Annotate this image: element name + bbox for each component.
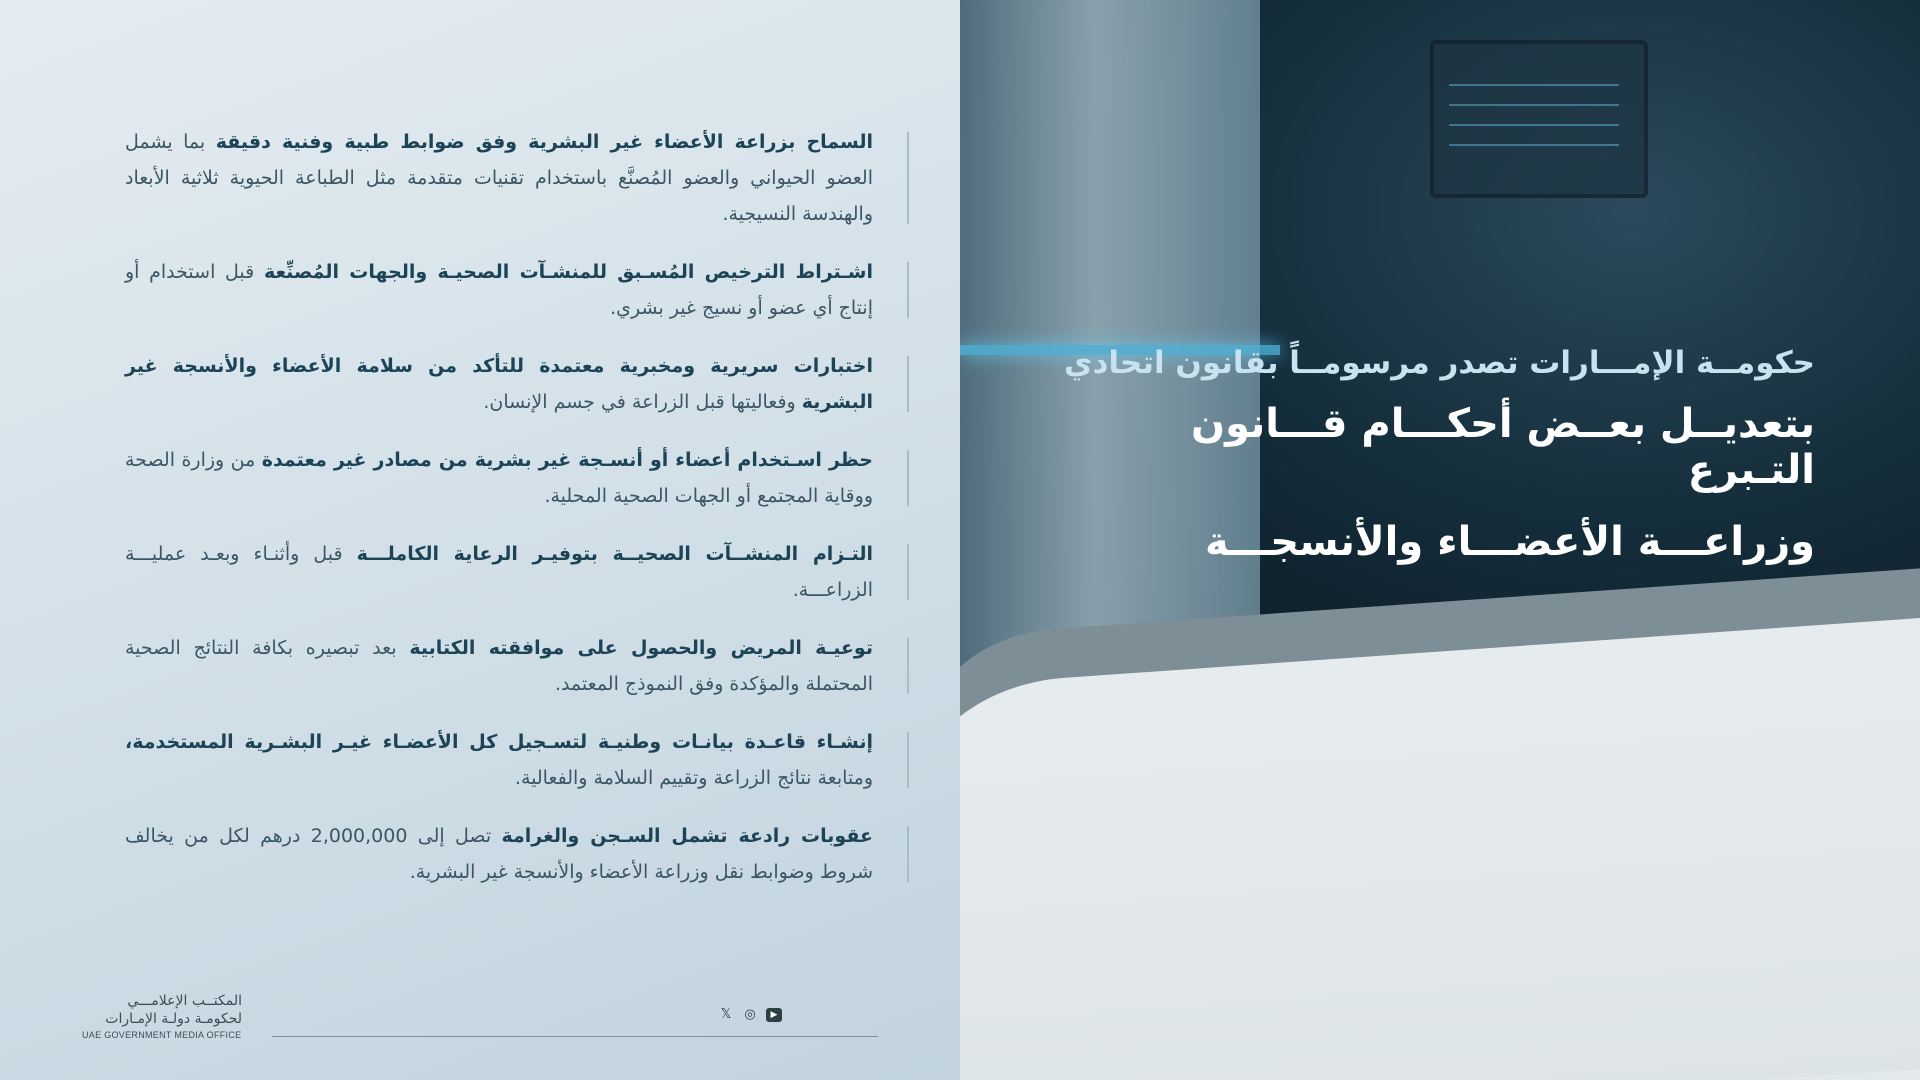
list-item (125, 818, 873, 890)
item-divider (907, 732, 909, 788)
item-divider (907, 450, 909, 506)
item-heading: عقوبات رادعة تشمل السـجن والغرامة (501, 825, 873, 847)
office-name-en: UAE GOVERNMENT MEDIA OFFICE (82, 1030, 242, 1040)
office-name-ar-line2: لحكومـة دولـة الإمـارات (105, 1011, 242, 1027)
item-heading: إنشـاء قاعـدة بيانـات وطنيـة لتسـجيل كل الأعضـاء غيـر البشـرية المستخدمة، (125, 731, 873, 753)
x-icon[interactable]: 𝕏 (720, 1007, 732, 1022)
item-divider (907, 826, 909, 882)
list-item (125, 536, 873, 608)
list-item (125, 724, 873, 796)
decorative-wave-light (960, 612, 1920, 1080)
decree-provisions-list (125, 124, 873, 912)
item-text: قبل استخدام أو إنتاج أي عضو أو نسيج غير بشري. (125, 261, 873, 319)
item-divider (907, 544, 909, 600)
item-text: بما يشمل العضو الحيواني والعضو المُصنَّع باستخدام تقنيات متقدمة مثل الطباعة الحيوية ثلاثية الأبعاد والهندسة النسيجية. (125, 131, 873, 225)
item-heading: حظر اسـتخدام أعضاء أو أنسـجة غير بشرية من مصادر غير معتمدة (261, 449, 873, 471)
list-item (125, 124, 873, 232)
item-heading: توعيـة المريض والحصول على موافقته الكتابية (409, 637, 873, 659)
item-text: بعد تبصيره بكافة النتائج الصحية المحتملة والمؤكدة وفق النموذج المعتمد. (125, 637, 873, 695)
item-text: وفعاليتها قبل الزراعة في جسم الإنسان. (483, 391, 802, 413)
item-heading: السماح بزراعة الأعضاء غير البشرية وفق ضوابط طبية وفنية دقيقة (215, 131, 873, 153)
item-heading: التـزام المنشــآت الصحيــة بتوفيـر الرعاية الكاملـــة (356, 543, 873, 565)
headline-block (1055, 345, 1815, 591)
office-name-ar-line1: المكتــب الإعلامـــي (127, 993, 242, 1009)
item-text: من وزارة الصحة ووقاية المجتمع أو الجهات الصحية المحلية. (125, 449, 873, 507)
list-item (125, 348, 873, 420)
list-item (125, 442, 873, 514)
footer-divider (272, 1036, 878, 1037)
item-divider (907, 356, 909, 412)
item-text: قبل وأثنـاء وبعـد عمليـــة الزراعـــة. (125, 543, 873, 601)
social-icons (718, 1008, 782, 1022)
right-panel (960, 0, 1920, 1080)
youtube-icon[interactable]: ▶ (766, 1008, 782, 1022)
headline-line1: حكومــة الإمـــارات تصدر مرسومــاً بقانون اتحادي (1064, 345, 1815, 381)
monitor-graphic (1430, 40, 1648, 198)
list-item (125, 630, 873, 702)
item-divider (907, 638, 909, 694)
item-divider (907, 132, 909, 224)
headline-line3: وزراعـــة الأعضـــاء والأنسجـــة (1205, 519, 1815, 565)
list-item (125, 254, 873, 326)
item-heading: اشـتراط الترخيص المُسـبق للمنشـآت الصحيـة والجهات المُصنِّعة (263, 261, 873, 283)
item-text: ومتابعة نتائج الزراعة وتقييم السلامة والفعالية. (514, 767, 873, 789)
item-text: تصل إلى 2,000,000 درهم لكل من يخالف شروط وضوابط نقل وزراعة الأعضاء والأنسجة غير البشرية. (125, 825, 873, 883)
headline-line2: بتعديــل بعــض أحكـــام قـــانون التـبرع (1190, 401, 1815, 493)
media-office-logo (82, 992, 242, 1040)
item-divider (907, 262, 909, 318)
item-heading: اختبارات سريرية ومخبرية معتمدة للتأكد من سلامة الأعضاء والأنسجة غير البشرية (125, 355, 873, 413)
instagram-icon[interactable]: ◎ (744, 1007, 756, 1022)
